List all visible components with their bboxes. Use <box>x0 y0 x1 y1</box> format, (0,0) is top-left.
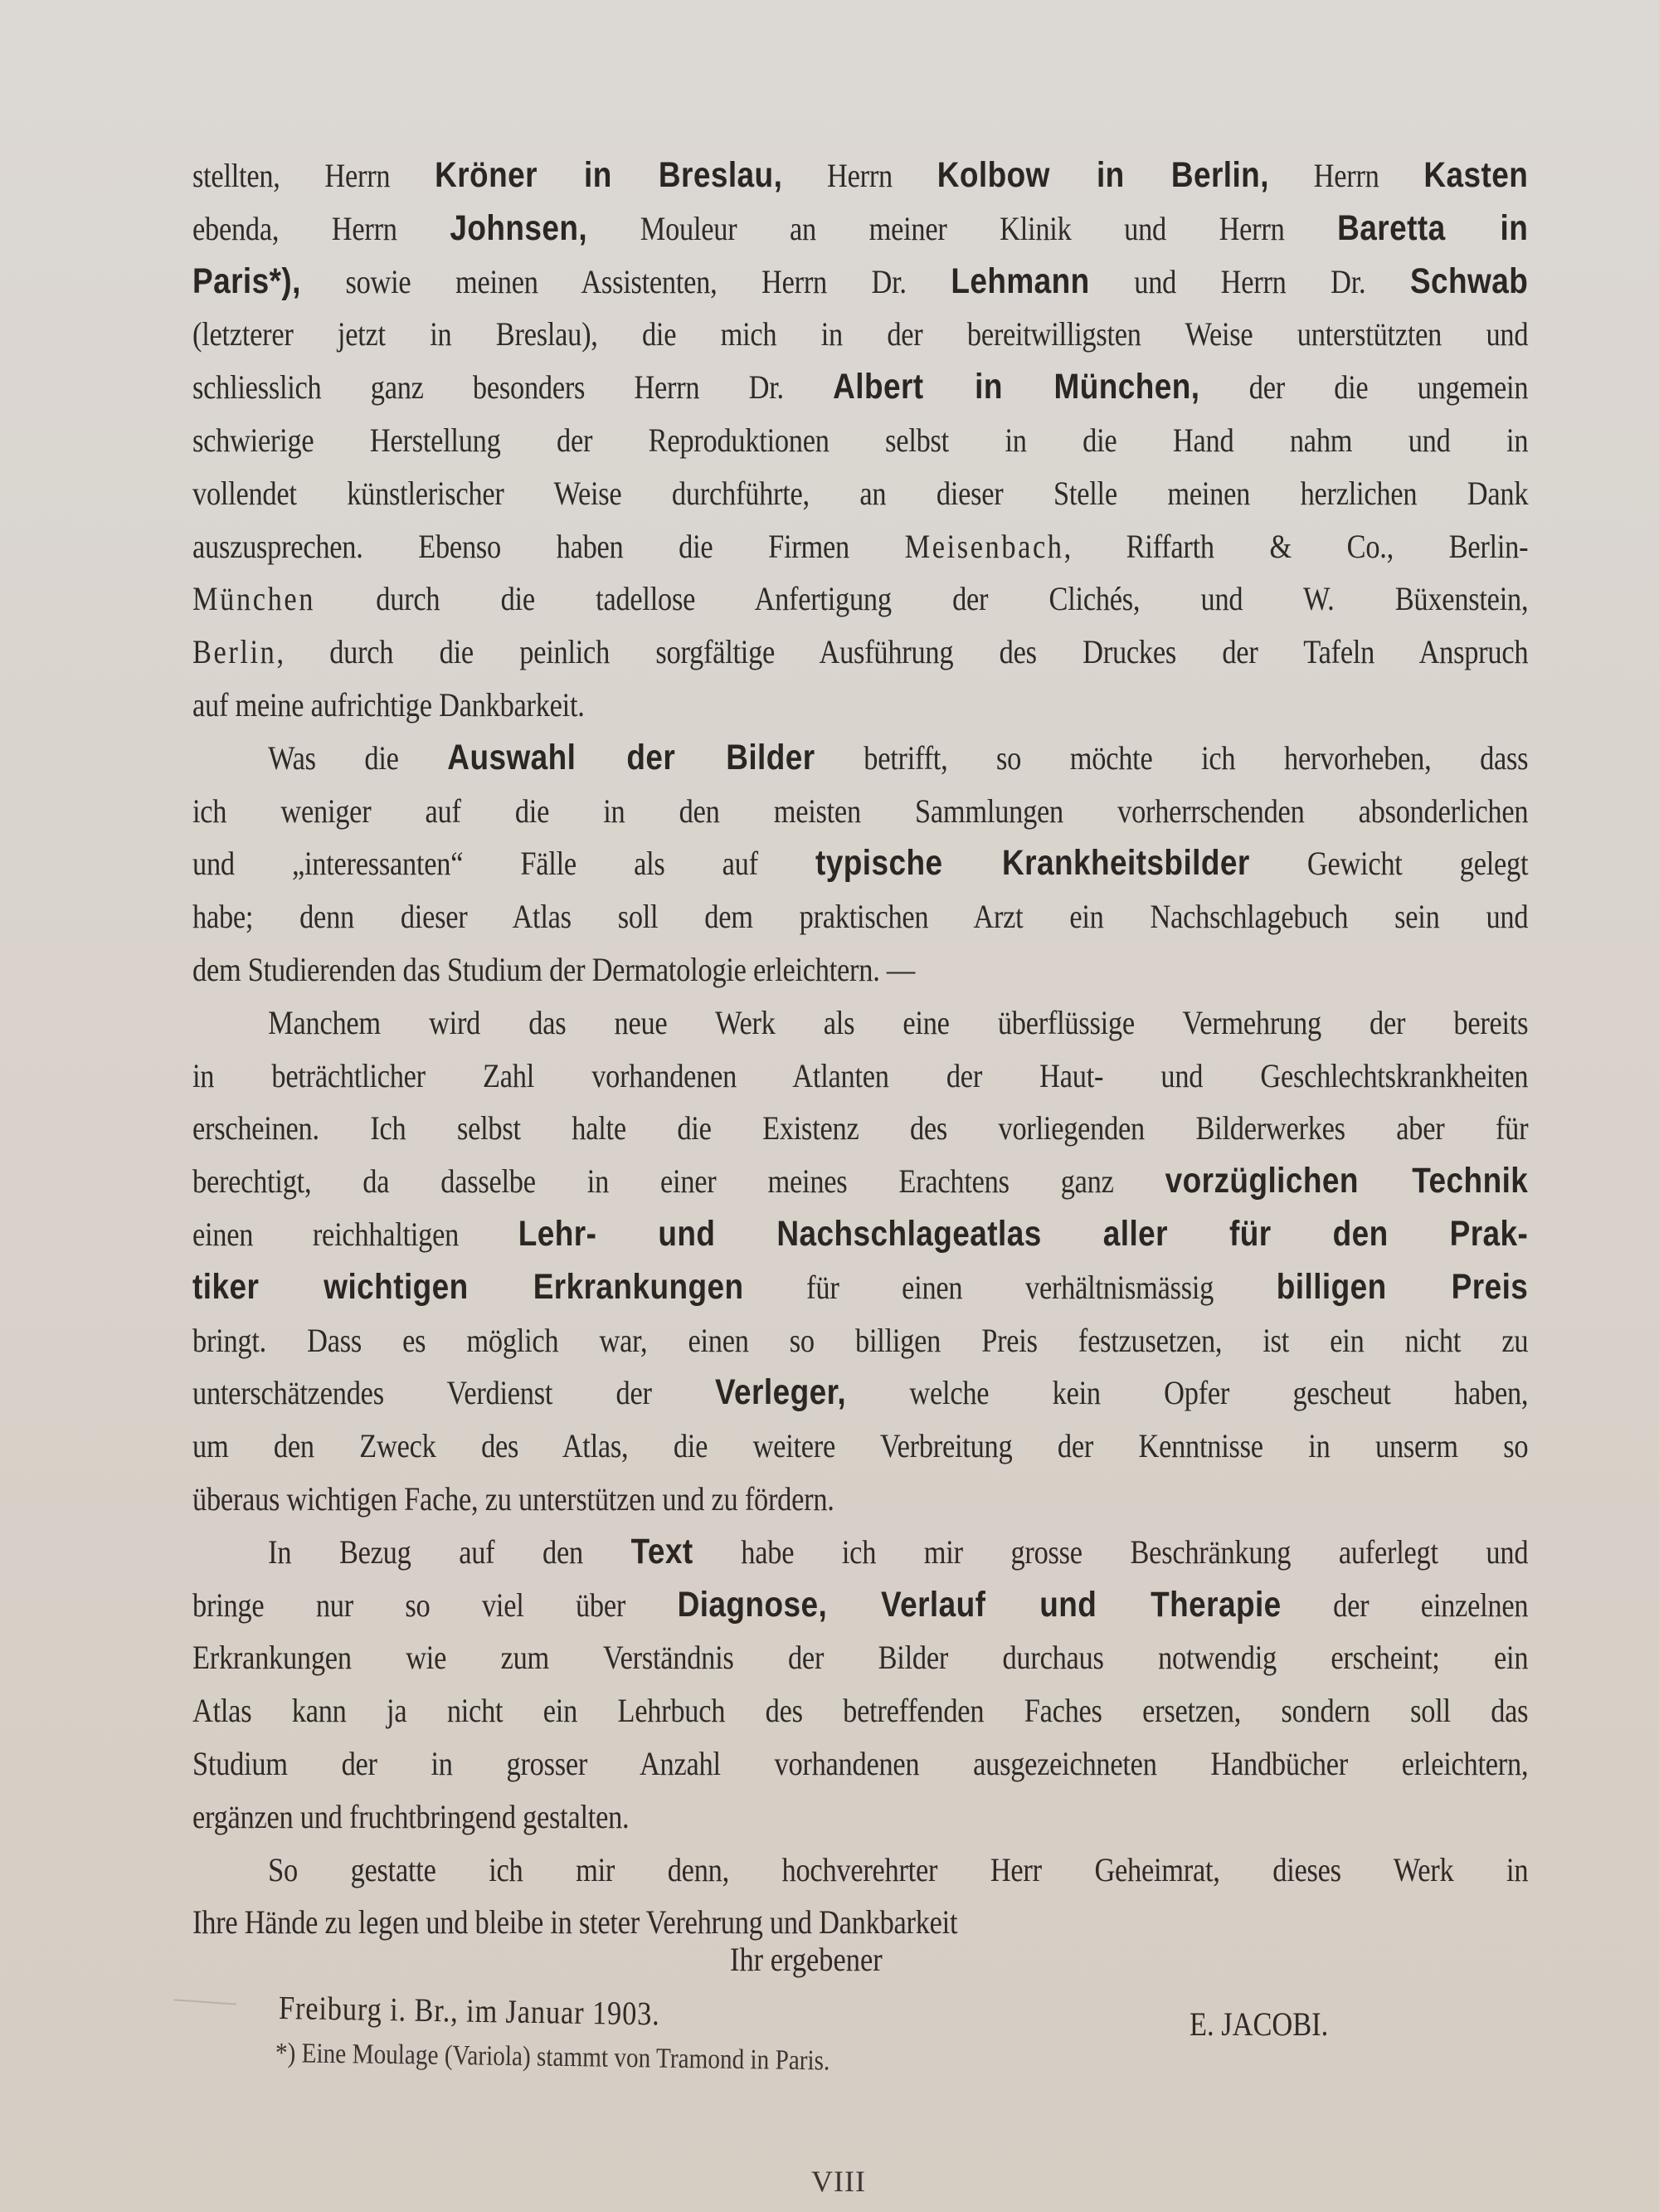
text-line <box>192 1473 1528 1526</box>
text-segment: Was die <box>268 738 448 777</box>
text-segment: bringt. Dass es möglich war, einen so billigen Preis festzusetzen, ist ein nicht zu <box>192 1321 1529 1359</box>
text-segment: einen reichhaltigen <box>192 1215 518 1253</box>
text-line <box>192 1420 1528 1473</box>
text-segment: Herrn <box>1268 157 1424 194</box>
text-segment: ergänzen und fruchtbringend gestalten. <box>192 1797 630 1835</box>
emphasis-text: Paris*), <box>192 261 301 301</box>
text-line <box>192 1102 1528 1155</box>
text-segment: In Bezug auf den <box>268 1532 631 1571</box>
text-line <box>192 1050 1528 1103</box>
text-line <box>192 1844 1528 1897</box>
text-segment: in beträchtlicher Zahl vorhandenen Atlanten der Haut- und Geschlechtskrankheiten <box>192 1056 1529 1094</box>
text-segment: , durch die peinlich sorgfältige Ausführung des Druckes der Tafeln Anspruch <box>276 633 1529 671</box>
text-segment: Mouleur an meiner Klinik und Herrn <box>587 209 1338 247</box>
text-line <box>192 943 1528 996</box>
emphasis-text: vorzüglichen Technik <box>1165 1161 1529 1201</box>
emphasis-text: Text <box>630 1531 693 1571</box>
paragraph <box>192 149 1528 732</box>
text-segment: Gewicht gelegt <box>1249 845 1529 883</box>
text-segment: auszusprechen. Ebenso haben die Firmen <box>192 527 905 565</box>
emphasis-text: Kasten <box>1423 155 1529 195</box>
text-line <box>192 467 1528 520</box>
emphasis-text: Kolbow in Berlin, <box>937 155 1269 195</box>
text-segment: für einen verhältnismässig <box>743 1268 1277 1306</box>
text-segment: Manchem wird das neue Werk als eine überflüssige Vermehrung der bereits <box>268 1003 1529 1041</box>
text-line <box>192 996 1528 1050</box>
text-segment: welche kein Opfer gescheut haben, <box>846 1374 1529 1412</box>
text-line <box>192 256 1528 309</box>
footnote: *) Eine Moulage (Variola) stammt von Tramond in Paris. <box>275 2038 830 2077</box>
text-segment: um den Zweck des Atlas, die weitere Verbreitung der Kenntnisse in unserm so <box>192 1427 1529 1465</box>
text-line <box>192 785 1528 838</box>
text-line <box>192 1631 1528 1684</box>
text-segment: habe ich mir grosse Beschränkung auferlegt und <box>693 1532 1529 1571</box>
text-segment: der die ungemein <box>1199 368 1529 407</box>
place-date: Freiburg i. Br., im Januar 1903. <box>278 1989 660 2033</box>
text-line <box>192 308 1528 361</box>
text-line <box>192 1579 1528 1632</box>
text-segment: sowie meinen Assistenten, Herrn Dr. <box>300 262 951 300</box>
text-line <box>192 572 1528 626</box>
text-segment: durch die tadellose Anfertigung der Clichés, und W. Büxenstein, <box>314 580 1529 618</box>
text-segment: schwierige Herstellung der Reproduktionen selbst in die Hand nahm und in <box>192 421 1529 459</box>
emphasis-text: Kröner in Breslau, <box>435 155 783 195</box>
text-line <box>192 1367 1528 1420</box>
paragraph <box>192 1526 1528 1844</box>
body-text <box>192 149 1528 1949</box>
emphasis-text: billigen Preis <box>1276 1266 1529 1307</box>
text-line <box>192 361 1528 414</box>
emphasis-text: Johnsen, <box>450 207 588 248</box>
signature: E. JACOBI. <box>1190 2005 1329 2043</box>
text-line <box>192 202 1528 256</box>
text-segment: Studium der in grosser Anzahl vorhandenen ausgezeichneten Handbücher erleichtern, <box>192 1744 1529 1782</box>
text-segment: So gestatte ich mir denn, hochverehrter Herr Geheimrat, dieses Werk in <box>268 1850 1529 1888</box>
text-segment: berechtigt, da dasselbe in einer meines Erachtens ganz <box>192 1162 1165 1201</box>
text-segment: überaus wichtigen Fache, zu unterstützen und zu fördern. <box>192 1479 834 1518</box>
text-segment: , Riffarth & Co., Berlin- <box>1063 527 1529 565</box>
emphasis-text: Diagnose, Verlauf und Therapie <box>677 1584 1282 1625</box>
text-line <box>192 1737 1528 1791</box>
text-segment: vollendet künstlerischer Weise durchführte, an dieser Stelle meinen herzlichen Dank <box>192 474 1529 512</box>
emphasis-text: Schwab <box>1409 261 1529 301</box>
text-segment: (letzterer jetzt in Breslau), die mich in der bereitwilligsten Weise unterstützten und <box>192 315 1529 353</box>
text-segment: Meisenbach <box>904 527 1064 565</box>
paragraph <box>192 732 1528 996</box>
text-segment: Atlas kann ja nicht ein Lehrbuch des betreffenden Faches ersetzen, sondern soll das <box>192 1692 1529 1730</box>
text-segment: habe; denn dieser Atlas soll dem praktischen Arzt ein Nachschlagebuch sein und <box>192 898 1529 936</box>
text-line <box>192 626 1528 679</box>
text-line <box>192 1155 1528 1208</box>
emphasis-text: Auswahl der Bilder <box>447 737 815 777</box>
text-line <box>192 890 1528 943</box>
text-segment: betrifft, so möchte ich hervorheben, dass <box>815 738 1529 777</box>
text-segment: dem Studierenden das Studium der Dermatologie erleichtern. — <box>192 950 916 988</box>
text-line <box>192 1261 1528 1314</box>
text-segment: stellten, Herrn <box>192 157 435 194</box>
text-line <box>192 679 1528 732</box>
text-line <box>192 1208 1528 1261</box>
text-segment: schliesslich ganz besonders Herrn Dr. <box>192 368 834 407</box>
emphasis-text: Lehr- und Nachschlageatlas aller für den Prak- <box>518 1213 1529 1254</box>
paragraph <box>192 1844 1528 1950</box>
emphasis-text: Verleger, <box>715 1372 847 1413</box>
text-line <box>192 1526 1528 1579</box>
text-segment: München <box>192 580 315 618</box>
emphasis-text: Baretta in <box>1337 207 1529 248</box>
text-segment: Erkrankungen wie zum Verständnis der Bilder durchaus notwendig erscheint; ein <box>192 1639 1529 1677</box>
text-line <box>192 837 1528 890</box>
text-segment: ebenda, Herrn <box>192 209 450 247</box>
paragraph <box>192 996 1528 1526</box>
emphasis-text: typische Krankheitsbilder <box>815 843 1250 884</box>
page-number: VIII <box>811 2165 866 2198</box>
emphasis-text: Lehmann <box>951 261 1090 301</box>
text-segment: der einzelnen <box>1281 1586 1529 1624</box>
text-segment: Berlin <box>192 633 277 671</box>
text-segment: Herrn <box>782 157 937 194</box>
text-line <box>192 1684 1528 1737</box>
text-segment: unterschätzendes Verdienst der <box>192 1374 716 1412</box>
text-segment: und Herrn Dr. <box>1089 262 1410 300</box>
text-segment: erscheinen. Ich selbst halte die Existenz des vorliegenden Bilderwerkes aber für <box>192 1109 1529 1147</box>
text-line <box>192 1314 1528 1367</box>
closing-salutation: Ihr ergebener <box>730 1941 883 1978</box>
text-segment: bringe nur so viel über <box>192 1586 678 1624</box>
text-line <box>192 520 1528 573</box>
text-segment: auf meine aufrichtige Dankbarkeit. <box>192 685 585 724</box>
text-line <box>192 149 1528 202</box>
footnote-rule <box>174 1999 236 2005</box>
text-segment: und „interessanten“ Fälle als auf <box>192 845 815 883</box>
emphasis-text: tiker wichtigen Erkrankungen <box>192 1266 744 1307</box>
text-line <box>192 1791 1528 1844</box>
text-line <box>192 414 1528 467</box>
text-segment: Ihre Hände zu legen und bleibe in steter Verehrung und Dankbarkeit <box>192 1903 958 1942</box>
emphasis-text: Albert in München, <box>833 367 1200 407</box>
text-line <box>192 732 1528 785</box>
text-segment: ich weniger auf die in den meisten Sammlungen vorherrschenden absonderlichen <box>192 792 1529 830</box>
